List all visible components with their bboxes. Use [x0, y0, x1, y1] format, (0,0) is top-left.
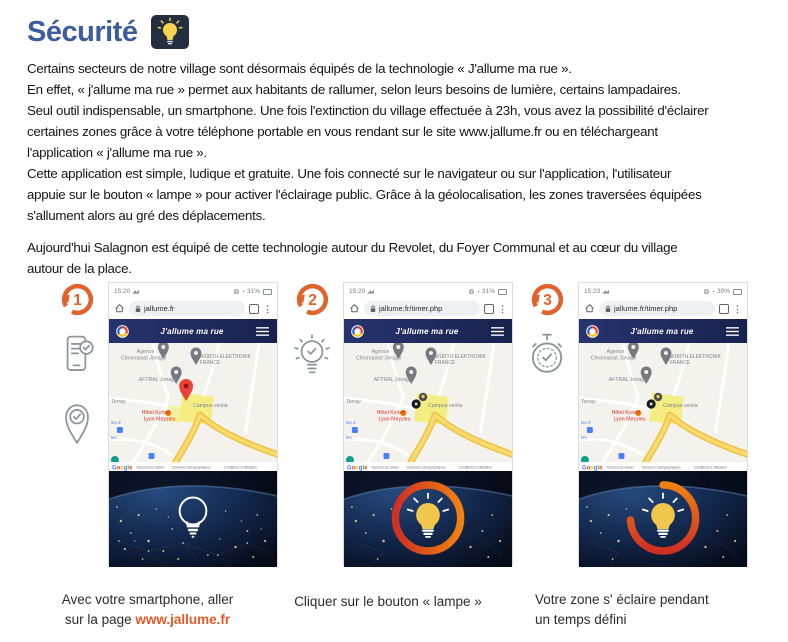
- battery-percent: 31%: [246, 288, 260, 295]
- paragraph-line: certaines zones grâce à votre téléphone portable en vous rendant sur le site www.jallume.fr ou en téléchargeant: [27, 124, 658, 139]
- phone-screenshot-step3: [578, 282, 748, 566]
- location-pin-check-icon: [58, 400, 96, 446]
- map-label: Chronopost Jonage: [120, 355, 167, 362]
- tabs-icon: [719, 304, 729, 314]
- tabs-icon: [249, 304, 259, 314]
- status-time: 15:23: [584, 288, 601, 295]
- paragraph-line: s'allument alors au gré des déplacements.: [27, 208, 266, 223]
- signal-icon: ◢◢: [132, 288, 138, 295]
- map-label: Terray: [580, 398, 596, 406]
- map-label: ieu Z: [345, 419, 356, 426]
- paragraph-line: l'application « j'allume ma rue ».: [27, 145, 207, 160]
- app-header: [109, 319, 277, 343]
- status-time: 15:20: [114, 288, 131, 295]
- paragraph-line: Seul outil indispensable, un smartphone. Une fois l'extinction du village effectuée à 23h, vous avez la possibilité d'éclairer: [27, 103, 709, 118]
- caption-step2: [283, 592, 493, 612]
- url-text: jallume.fr: [144, 304, 175, 313]
- earth-night-image: [344, 471, 512, 567]
- paragraph-line: Aujourd'hui Salagnon est équipé de cette technologie autour du Revolet, du Foyer Communal et au cœur du village: [27, 240, 678, 255]
- map-label: len: [345, 434, 352, 441]
- map-label: Lyon Meyzieu: [143, 416, 176, 423]
- browser-address-bar: [109, 298, 277, 319]
- paragraph-line: Cette application est simple, ludique et gratuite. Une fois connecté sur le navigateur ou sur l'application, l'utilisateur: [27, 166, 672, 181]
- step-3-badge: [529, 281, 566, 318]
- app-title: J'allume ma rue: [160, 326, 224, 336]
- signal-icon: ◢◢: [367, 288, 373, 295]
- home-icon: [584, 303, 595, 314]
- map-label: Lyon Meyzieu: [613, 416, 646, 423]
- map-label: Campus veolia: [663, 402, 698, 410]
- intro-text: [27, 58, 708, 279]
- app-logo-icon: [116, 325, 129, 338]
- lock-icon: [370, 305, 376, 313]
- map-label: AFTRAL Jonage: [138, 376, 178, 384]
- app-header: [344, 319, 512, 343]
- paragraph-line: appuie sur le bouton « lampe » pour activer l'éclairage public. Grâce à la géolocalisation, les zones traversées équipées: [27, 187, 702, 202]
- lock-icon: [605, 305, 611, 313]
- app-title: J'allume ma rue: [630, 326, 694, 336]
- map-google: [109, 343, 277, 471]
- map-label: len: [110, 434, 117, 441]
- lock-icon: [135, 305, 141, 313]
- url-text: jallume.fr/timer.php: [379, 304, 443, 313]
- battery-icon: [498, 289, 507, 295]
- paragraph-gap: [27, 226, 708, 237]
- map-attribution: Raccourcis clavier: [371, 465, 399, 470]
- earth-night-image: [579, 471, 747, 567]
- status-icons: ❂ ◔: [233, 288, 245, 296]
- status-icons: ❂ ◔: [468, 288, 480, 296]
- google-logo: Google: [111, 465, 133, 471]
- map-label: Agence: [136, 348, 155, 356]
- map-label: ieu Z: [580, 419, 591, 426]
- map-label: AFTRAL Jonage: [373, 376, 413, 384]
- map-label: Agence: [606, 348, 625, 356]
- home-icon: [114, 303, 125, 314]
- map-label: Campus veolia: [428, 402, 463, 410]
- step-1-badge: [59, 281, 96, 318]
- phone-screenshot-step1: [108, 282, 278, 566]
- map-label: WÜRTH ELEKTRONIK: [669, 354, 721, 361]
- url-field: [364, 301, 480, 316]
- map-attribution: Raccourcis clavier: [606, 465, 634, 470]
- phone-screenshot-step2: [343, 282, 513, 566]
- jallume-link[interactable]: www.jallume.fr: [135, 612, 231, 627]
- hamburger-menu-icon: [490, 326, 505, 337]
- google-logo: Google: [346, 465, 368, 471]
- step-number: 2: [308, 292, 317, 310]
- app-logo-icon: [351, 325, 364, 338]
- step-number: 3: [543, 292, 552, 310]
- lightbulb-app-icon: [150, 14, 190, 50]
- map-label: Hôtel Kyriad: [141, 409, 171, 417]
- hamburger-menu-icon: [255, 326, 270, 337]
- lightbulb-check-icon: [290, 334, 334, 380]
- map-label: len: [580, 434, 587, 441]
- map-attribution: Conditions d'utilisation: [458, 465, 492, 470]
- url-field: [599, 301, 715, 316]
- status-icons: ❂ ◔: [703, 288, 715, 296]
- map-label: Hôtel Kyriad: [611, 409, 641, 417]
- status-bar: [579, 283, 747, 298]
- paragraph-line: En effet, « j'allume ma rue » permet aux habitants de rallumer, selon leurs besoins de lumière, certains lampadaires.: [27, 82, 681, 97]
- home-icon: [349, 303, 360, 314]
- map-attribution: Données cartographiques: [172, 465, 211, 470]
- title-row: [27, 14, 190, 50]
- map-attribution: Raccourcis clavier: [136, 465, 164, 470]
- browser-address-bar: [344, 298, 512, 319]
- smartphone-checklist-icon: [58, 334, 96, 380]
- url-field: [129, 301, 245, 316]
- map-attribution: Conditions d'utilisation: [223, 465, 257, 470]
- menu-dots-icon: ⋮: [498, 303, 507, 314]
- map-attribution: Conditions d'utilisation: [693, 465, 727, 470]
- step-number: 1: [73, 292, 82, 310]
- signal-icon: ◢◢: [602, 288, 608, 295]
- app-header: [579, 319, 747, 343]
- google-logo: Google: [581, 465, 603, 471]
- browser-address-bar: [579, 298, 747, 319]
- map-label: Chronopost Jonage: [355, 355, 402, 362]
- caption-step1: [45, 590, 250, 630]
- map-label: Terray: [345, 398, 361, 406]
- caption-step3: [535, 590, 709, 630]
- caption-text: un temps défini: [535, 612, 627, 627]
- caption-text: Avec votre smartphone, aller: [61, 592, 234, 607]
- map-label: Agence: [371, 348, 390, 356]
- map-label: AFTRAL Jonage: [608, 376, 648, 384]
- map-label: Lyon Meyzieu: [378, 416, 411, 423]
- map-label: FRANCE: [434, 360, 456, 367]
- battery-icon: [733, 289, 742, 295]
- url-text: jallume.fr/timer.php: [614, 304, 678, 313]
- map-label: ieu Z: [110, 419, 121, 426]
- map-label: Campus veolia: [193, 402, 228, 410]
- map-label: Hôtel Kyriad: [376, 409, 406, 417]
- map-label: WÜRTH ELEKTRONIK: [199, 354, 251, 361]
- battery-icon: [263, 289, 272, 295]
- caption-text: Votre zone s' éclaire pendant: [535, 592, 709, 607]
- menu-dots-icon: ⋮: [733, 303, 742, 314]
- hamburger-menu-icon: [725, 326, 740, 337]
- map-label: FRANCE: [669, 360, 691, 367]
- tabs-icon: [484, 304, 494, 314]
- app-logo-icon: [586, 325, 599, 338]
- status-bar: [344, 283, 512, 298]
- paragraph-line: Certains secteurs de notre village sont désormais équipés de la technologie « J'allume ma rue ».: [27, 61, 572, 76]
- stopwatch-check-icon: [527, 332, 567, 380]
- battery-percent: 30%: [716, 288, 730, 295]
- status-time: 15:20: [349, 288, 366, 295]
- menu-dots-icon: ⋮: [263, 303, 272, 314]
- map-google: [344, 343, 512, 471]
- map-label: FRANCE: [199, 360, 221, 367]
- step-2-badge: [294, 281, 331, 318]
- app-title: J'allume ma rue: [395, 326, 459, 336]
- caption-text: sur la page: [64, 612, 136, 627]
- map-attribution: Données cartographiques: [642, 465, 681, 470]
- map-label: WÜRTH ELEKTRONIK: [434, 354, 486, 361]
- page-title: Sécurité: [27, 15, 138, 48]
- map-attribution: Données cartographiques: [407, 465, 446, 470]
- caption-text: Cliquer sur le bouton « lampe »: [294, 594, 482, 609]
- status-bar: [109, 283, 277, 298]
- map-label: Chronopost Jonage: [590, 355, 637, 362]
- map-google: [579, 343, 747, 471]
- earth-night-image: [109, 471, 277, 567]
- map-label: Terray: [110, 398, 126, 406]
- paragraph-line: autour de la place.: [27, 261, 132, 276]
- battery-percent: 31%: [481, 288, 495, 295]
